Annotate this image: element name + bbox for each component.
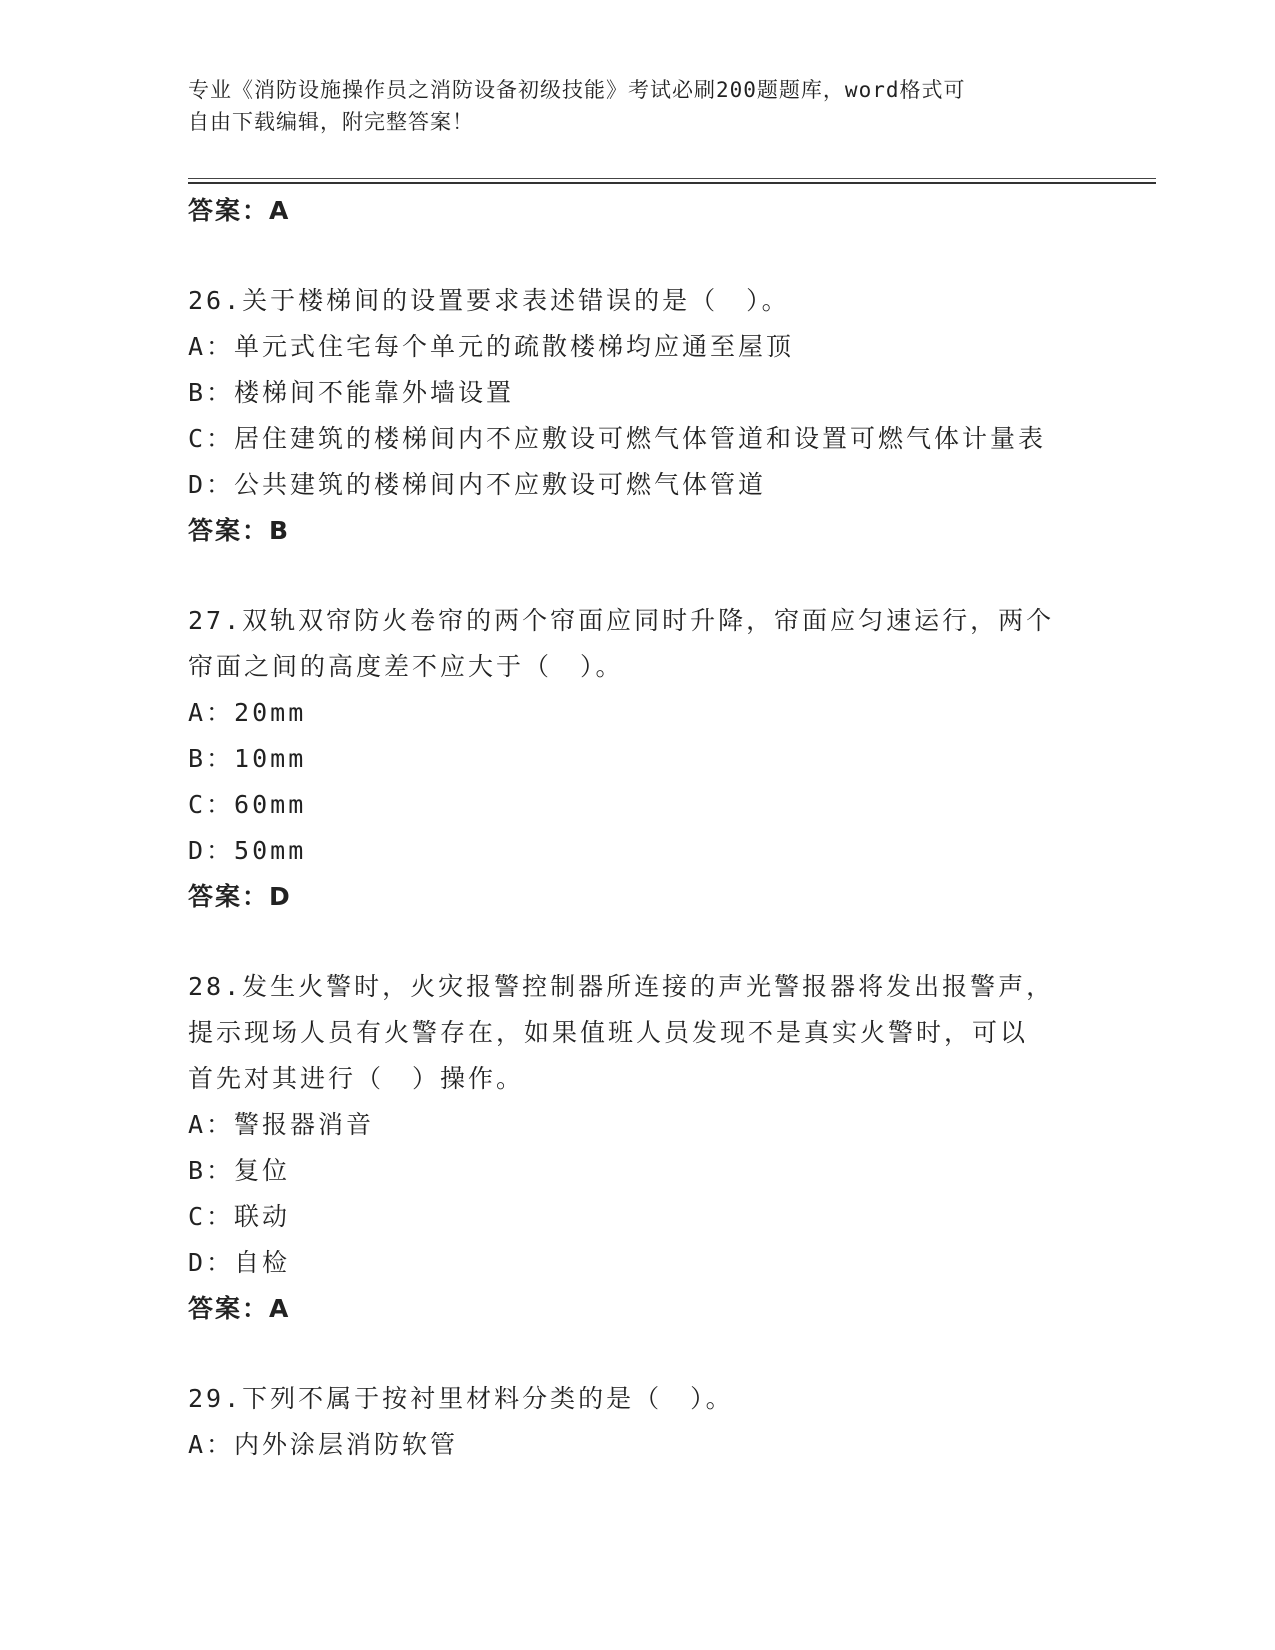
question-27 xyxy=(188,598,1088,920)
option-c: C：联动 xyxy=(188,1202,291,1231)
question-stem-line-1: 28.发生火警时，火灾报警控制器所连接的声光警报器将发出报警声， xyxy=(188,972,1055,1001)
option-d: D：自检 xyxy=(188,1248,291,1277)
question-stem-line-3: 首先对其进行（ ）操作。 xyxy=(188,1064,525,1093)
question-26 xyxy=(188,278,1088,554)
header-divider-thin xyxy=(188,178,1156,179)
option-a: A：内外涂层消防软管 xyxy=(188,1430,459,1459)
spacer xyxy=(188,234,1088,278)
spacer xyxy=(188,920,1088,964)
document-header xyxy=(188,74,1068,138)
question-stem-line-1: 27.双轨双帘防火卷帘的两个帘面应同时升降，帘面应匀速运行，两个 xyxy=(188,606,1055,635)
option-d: D：公共建筑的楼梯间内不应敷设可燃气体管道 xyxy=(188,470,767,499)
header-line-1: 专业《消防设施操作员之消防设备初级技能》考试必刷200题题库，word格式可 xyxy=(188,78,966,102)
option-a: A：警报器消音 xyxy=(188,1110,375,1139)
answer-q26: 答案：B xyxy=(188,516,291,545)
spacer xyxy=(188,554,1088,598)
option-a: A：单元式住宅每个单元的疏散楼梯均应通至屋顶 xyxy=(188,332,795,361)
question-28 xyxy=(188,964,1088,1332)
option-c: C：居住建筑的楼梯间内不应敷设可燃气体管道和设置可燃气体计量表 xyxy=(188,424,1047,453)
header-line-2: 自由下载编辑，附完整答案！ xyxy=(188,110,474,134)
question-stem: 29.下列不属于按衬里材料分类的是（ ）。 xyxy=(188,1384,734,1413)
answer-q25: 答案：A xyxy=(188,196,291,225)
option-a: A：20mm xyxy=(188,698,307,727)
option-b: B：楼梯间不能靠外墙设置 xyxy=(188,378,515,407)
answer-q28: 答案：A xyxy=(188,1294,291,1323)
option-b: B：复位 xyxy=(188,1156,291,1185)
spacer xyxy=(188,1332,1088,1376)
question-29 xyxy=(188,1376,1088,1468)
header-divider-thick xyxy=(188,182,1156,184)
question-stem-line-2: 帘面之间的高度差不应大于（ ）。 xyxy=(188,652,624,681)
option-d: D：50mm xyxy=(188,836,307,865)
option-c: C：60mm xyxy=(188,790,307,819)
question-stem: 26.关于楼梯间的设置要求表述错误的是（ ）。 xyxy=(188,286,790,315)
answer-q27: 答案：D xyxy=(188,882,292,911)
question-list xyxy=(188,188,1088,1468)
question-stem-line-2: 提示现场人员有火警存在，如果值班人员发现不是真实火警时，可以 xyxy=(188,1018,1029,1047)
option-b: B：10mm xyxy=(188,744,307,773)
